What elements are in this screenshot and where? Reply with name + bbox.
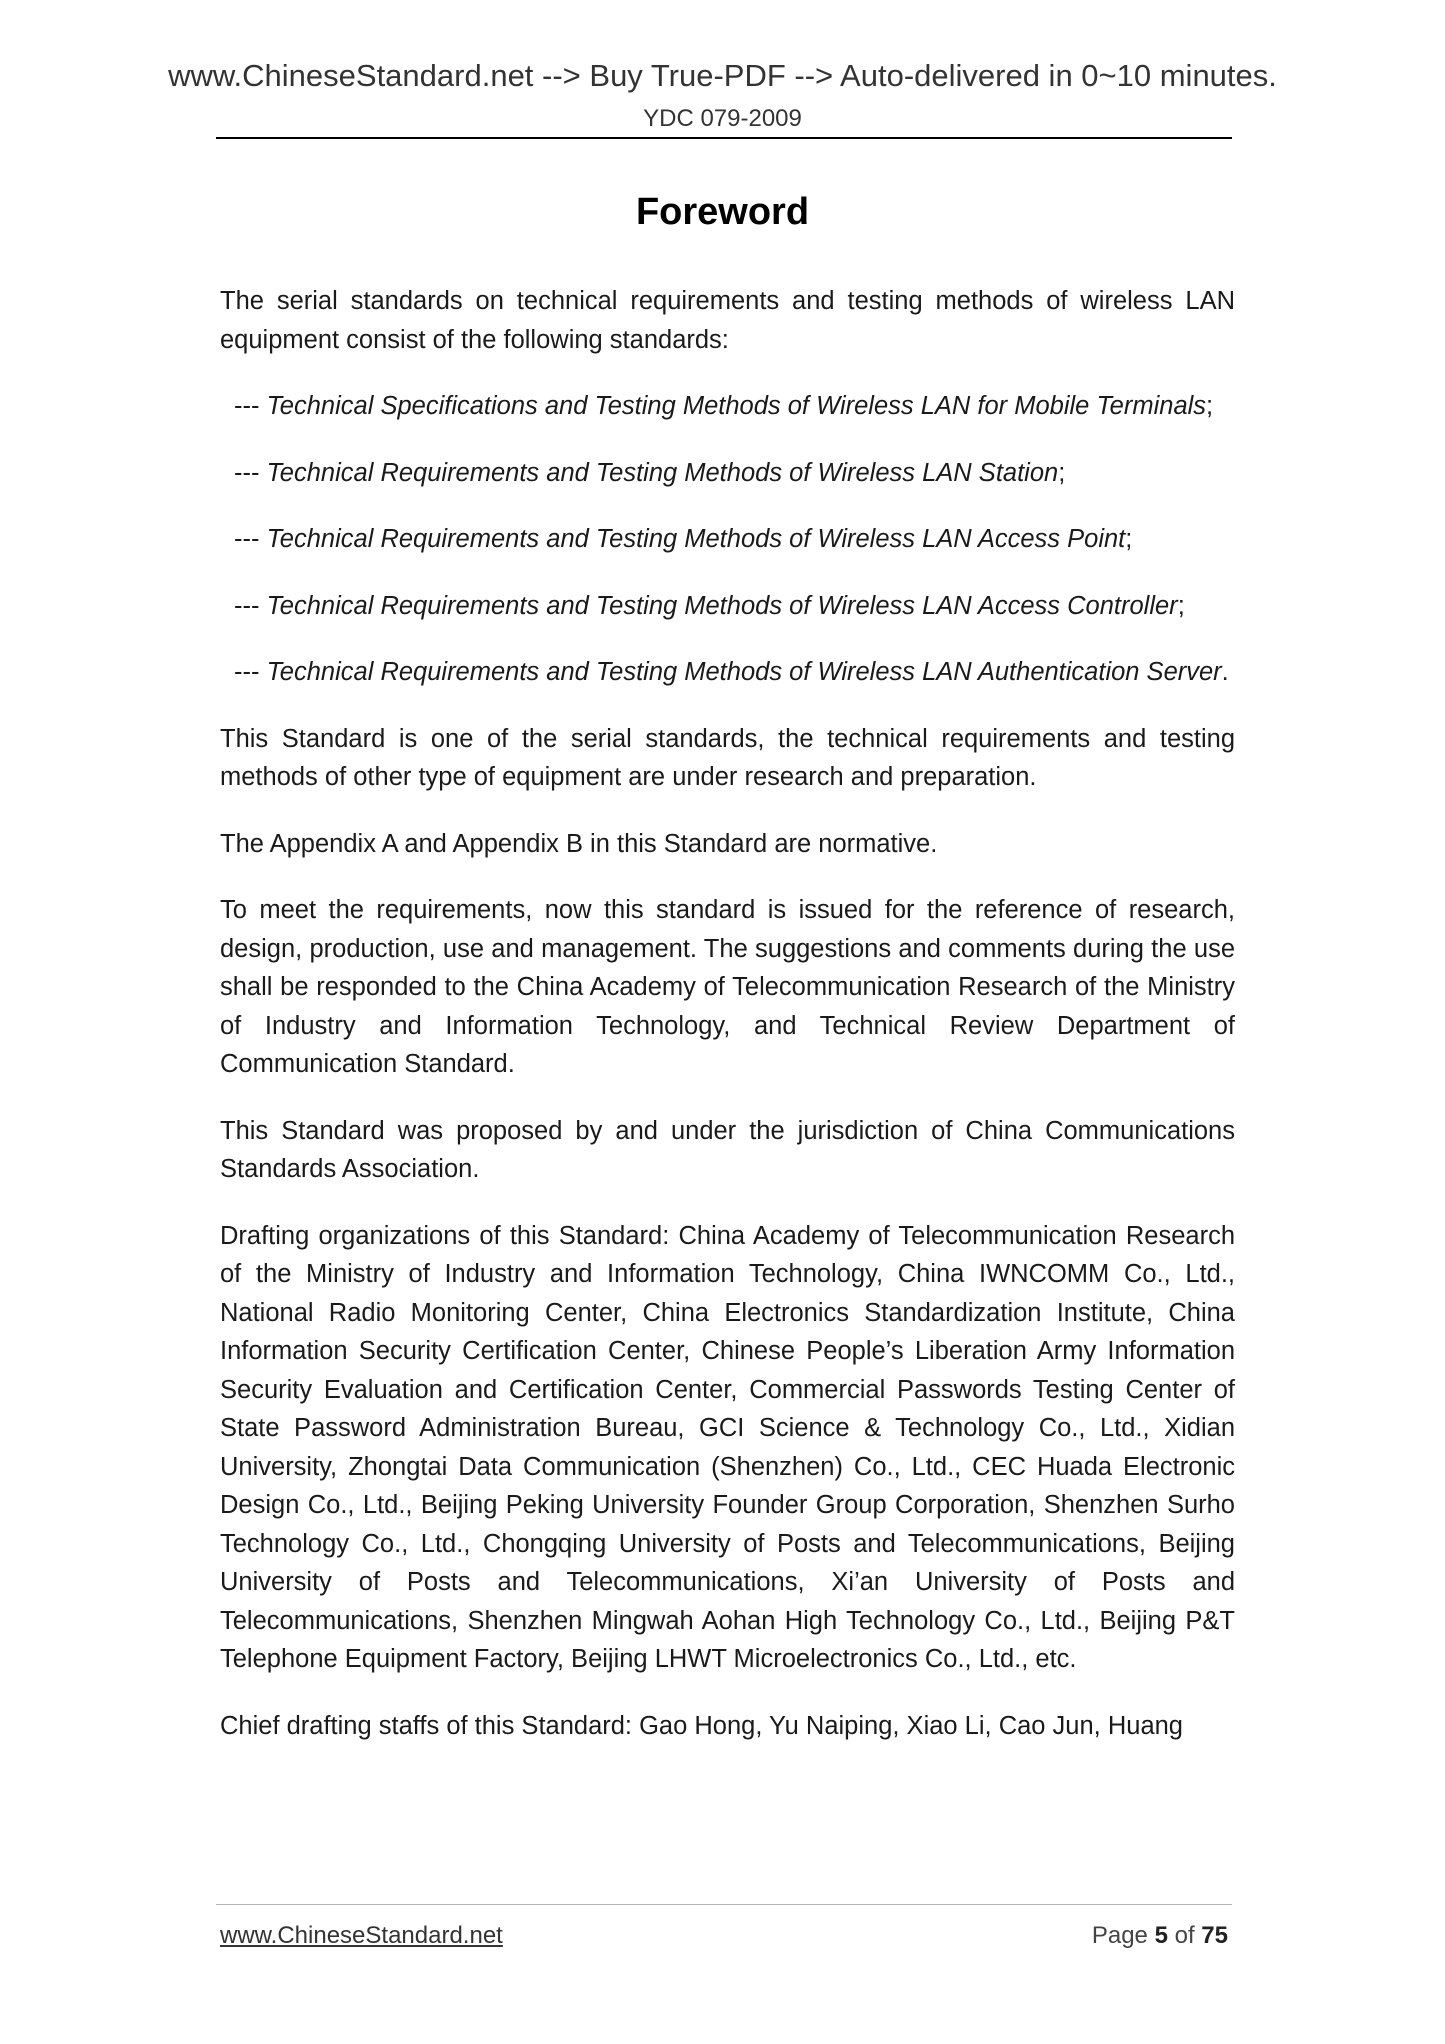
document-number: YDC 079-2009 — [643, 105, 802, 132]
list-item: --- Technical Requirements and Testing Methods of Wireless LAN Authentication Server. — [234, 658, 1229, 686]
standards-list — [220, 387, 1235, 692]
paragraph-drafting-staff: Chief drafting staffs of this Standard: Gao Hong, Yu Naiping, Xiao Li, Cao Jun, Huang — [220, 1711, 1183, 1740]
page-indicator: Page 5 of 75 — [1091, 1922, 1228, 1949]
header-banner: www.ChineseStandard.net --> Buy True-PDF --> Auto-delivered in 0~10 minutes. — [168, 58, 1277, 93]
list-item: --- Technical Requirements and Testing Methods of Wireless LAN Station; — [234, 458, 1066, 487]
paragraph-jurisdiction: This Standard was proposed by and under the jurisdiction of China Communications Standards Association. — [220, 1116, 1235, 1183]
footer-site-link[interactable]: www.ChineseStandard.net — [220, 1922, 503, 1949]
paragraph-appendix: The Appendix A and Appendix B in this Standard are normative. — [220, 829, 938, 858]
page-title: Foreword — [635, 191, 810, 233]
paragraph-requirements: To meet the requirements, now this standard is issued for the reference of research, design, production, use and management. The suggestions and comments during the use shall be responded to the China Academy of Telecommunication Research of the Ministry of Industry and Information Technology, and Technical Review Department of Communication Standard. — [220, 896, 1235, 1078]
footer-divider — [216, 1904, 1232, 1905]
intro-paragraph: The serial standards on technical requirements and testing methods of wireless LAN equipment consist of the following standards: — [220, 287, 1235, 354]
foreword-body — [220, 282, 1235, 1773]
list-item: --- Technical Requirements and Testing Methods of Wireless LAN Access Point; — [234, 525, 1133, 553]
header-divider — [216, 137, 1232, 139]
list-item: --- Technical Specifications and Testing Methods of Wireless LAN for Mobile Terminals; — [234, 392, 1214, 420]
paragraph-drafting-organizations: Drafting organizations of this Standard: China Academy of Telecommunication Research of the Ministry of Industry and Information Technology, China IWNCOMM Co., Ltd., National Radio Monitoring Center, China Electronics Standardization Institute, China Information Security Certification Center, Chinese People’s Liberation Army Information Security Evaluation and Certification Center, Commercial Passwords Testing Center of State Password Administration Bureau, GCI Science & Technology Co., Ltd., Xidian University, Zhongtai Data Communication (Shenzhen) Co., Ltd., CEC Huada Electronic Design Co., Ltd., Beijing Peking University Founder Group Corporation, Shenzhen Surho Technology Co., Ltd., Chongqing University of Posts and Telecommunications, Beijing University of Posts and Telecommunications, Xi’an University of Posts and Telecommunications, Shenzhen Mingwah Aohan High Technology Co., Ltd., Beijing P&T Telephone Equipment Factory, Beijing LHWT Microelectronics Co., Ltd., etc. — [220, 1221, 1235, 1673]
list-item: --- Technical Requirements and Testing Methods of Wireless LAN Access Controller; — [234, 591, 1185, 620]
paragraph-serial-standard: This Standard is one of the serial standards, the technical requirements and testing methods of other type of equipment are under research and preparation. — [220, 724, 1235, 791]
